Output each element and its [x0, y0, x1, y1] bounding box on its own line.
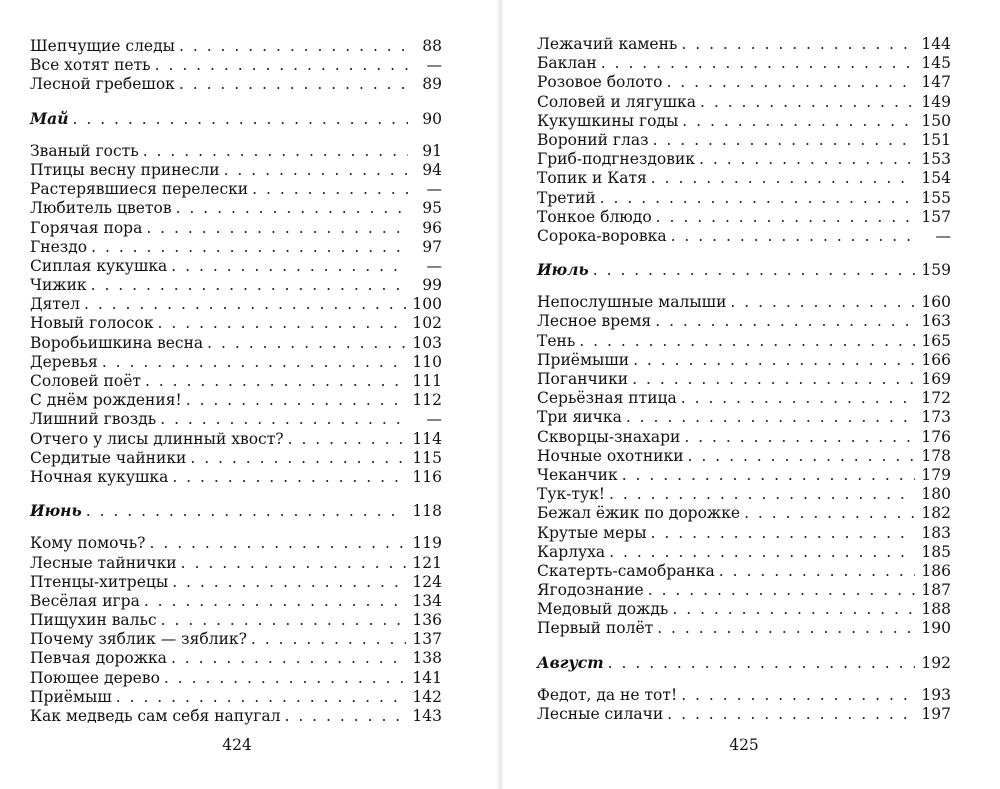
- toc-entry: [30, 592, 442, 611]
- entry-page-number: 169: [921, 370, 951, 388]
- dot-leader: [655, 312, 915, 331]
- dot-leader: [681, 686, 915, 705]
- toc-entry: [537, 408, 951, 427]
- entry-page-number: 138: [412, 649, 442, 668]
- entry-page-number: 155: [921, 188, 951, 207]
- dot-leader: [671, 227, 917, 246]
- section-spacer: [537, 672, 951, 686]
- toc-entry: [537, 686, 951, 705]
- entry-page-number: 153: [921, 150, 951, 169]
- dot-leader: [653, 131, 916, 150]
- entry-title: Птицы весну принесли: [30, 160, 220, 179]
- section-title: Август: [537, 652, 604, 672]
- section-title: Июнь: [30, 501, 82, 521]
- dot-leader: [682, 112, 915, 131]
- entry-page-number: 99: [422, 276, 442, 295]
- toc-entry: [537, 54, 951, 73]
- entry-title: Бежал ёжик по дорожке: [537, 504, 741, 523]
- entry-page-number: 157: [921, 207, 951, 226]
- dot-leader: [622, 466, 916, 485]
- entry-page-number: 185: [921, 542, 951, 561]
- toc-entry: [537, 485, 951, 504]
- toc-entry: [30, 161, 442, 180]
- dot-leader: [667, 705, 915, 724]
- entry-title: Отчего у лисы длинный хвост?: [30, 429, 284, 448]
- dot-leader: [172, 573, 406, 592]
- dot-leader: [161, 611, 407, 630]
- entry-page-number: 188: [921, 600, 951, 619]
- toc-entry: [537, 169, 951, 188]
- entry-title: Тень: [537, 331, 576, 350]
- entry-title: Лесное время: [537, 312, 652, 331]
- entry-page-number: 137: [412, 630, 442, 649]
- dot-leader: [207, 334, 406, 353]
- dot-leader: [719, 562, 916, 581]
- entry-title: Кукушкины годы: [537, 111, 679, 130]
- toc-entry: [30, 353, 442, 372]
- dot-leader: [657, 619, 915, 638]
- entry-page-number: 90: [422, 109, 442, 128]
- entry-page-number: 183: [921, 523, 951, 542]
- toc-entry: [537, 73, 951, 92]
- entry-title: Поющее дерево: [30, 668, 160, 687]
- toc-entry: [537, 189, 951, 208]
- entry-title: Дятел: [30, 295, 80, 314]
- entry-title: Соловей и лягушка: [537, 92, 696, 111]
- section-spacer: [537, 639, 951, 653]
- toc-entry: [30, 468, 442, 487]
- dot-leader: [84, 295, 406, 314]
- dot-leader: [160, 410, 408, 429]
- entry-title: Соловей поёт: [30, 372, 141, 390]
- toc-entry: [537, 562, 951, 581]
- dot-leader: [102, 353, 407, 372]
- toc-entry: [30, 75, 442, 94]
- dot-leader: [144, 592, 407, 611]
- toc-entry: [537, 332, 951, 351]
- entry-title: Ягодознание: [537, 581, 644, 600]
- entry-page-number: —: [426, 256, 442, 275]
- toc-entry: [537, 705, 951, 724]
- toc-entry: [537, 619, 951, 638]
- entry-title: Три яичка: [537, 408, 622, 427]
- dot-leader: [684, 428, 915, 447]
- section-spacer: [537, 246, 951, 260]
- entry-page-number: 173: [921, 408, 951, 427]
- entry-title: Лесной гребешок: [30, 75, 175, 94]
- toc-entry: [537, 112, 951, 131]
- dot-leader: [72, 110, 408, 129]
- entry-title: Поганчики: [537, 370, 629, 388]
- section-title: Июль: [537, 260, 589, 280]
- dot-leader: [609, 485, 915, 504]
- entry-title: Птенцы-хитрецы: [30, 572, 169, 591]
- entry-title: Скатерть-самобранка: [537, 561, 715, 580]
- dot-leader: [116, 688, 407, 707]
- entry-page-number: 145: [921, 54, 951, 73]
- toc-entry: [30, 372, 442, 391]
- entry-title: Лежачий камень: [537, 35, 678, 53]
- page-number: 425: [729, 736, 759, 754]
- dot-leader: [179, 37, 408, 56]
- entry-title: Званый гость: [30, 141, 139, 160]
- dot-leader: [172, 468, 406, 487]
- entry-page-number: 186: [921, 561, 951, 580]
- entry-page-number: 190: [921, 619, 951, 638]
- toc-entry: [30, 56, 442, 75]
- entry-page-number: 165: [921, 331, 951, 350]
- entry-title: С днём рождения!: [30, 391, 182, 410]
- toc-entry: [537, 131, 951, 150]
- dot-leader: [164, 669, 407, 688]
- dot-leader: [149, 534, 406, 553]
- page-number: 424: [222, 736, 252, 754]
- entry-title: Шепчущие следы: [30, 37, 175, 55]
- dot-leader: [700, 93, 915, 112]
- entry-page-number: 150: [921, 111, 951, 130]
- entry-title: Гнездо: [30, 237, 88, 256]
- dot-leader: [171, 257, 408, 276]
- toc-entry: [30, 649, 442, 668]
- entry-page-number: 136: [412, 611, 442, 630]
- dot-leader: [181, 554, 407, 573]
- toc-entry: [537, 293, 951, 312]
- entry-page-number: 96: [422, 218, 442, 237]
- right-page: [502, 0, 1000, 789]
- entry-page-number: 149: [921, 92, 951, 111]
- toc-entry: [537, 389, 951, 408]
- entry-page-number: 143: [412, 707, 442, 725]
- dot-leader: [656, 208, 916, 227]
- dot-leader: [91, 238, 408, 257]
- dot-leader: [252, 180, 408, 199]
- entry-page-number: 124: [412, 572, 442, 591]
- entry-title: Непослушные малыши: [537, 293, 727, 312]
- entry-page-number: 144: [921, 35, 951, 53]
- entry-page-number: 97: [422, 237, 442, 256]
- dot-leader: [609, 543, 915, 562]
- entry-page-number: 118: [412, 502, 442, 521]
- toc-entry: [30, 180, 442, 199]
- entry-title: Первый полёт: [537, 619, 654, 638]
- dot-leader: [633, 351, 915, 370]
- dot-leader: [632, 370, 915, 389]
- entry-page-number: 89: [422, 75, 442, 94]
- toc-column-right: [537, 35, 951, 724]
- dot-leader: [648, 581, 916, 600]
- dot-leader: [651, 524, 916, 543]
- entry-title: Розовое болото: [537, 73, 663, 92]
- entry-page-number: 103: [412, 333, 442, 352]
- entry-title: Певчая дорожка: [30, 649, 167, 668]
- entry-title: Лишний гвоздь: [30, 410, 157, 429]
- toc-entry: [30, 142, 442, 161]
- entry-title: Лесные силачи: [537, 705, 664, 723]
- entry-page-number: 110: [412, 352, 442, 371]
- entry-page-number: 134: [412, 591, 442, 610]
- entry-title: Сиплая кукушка: [30, 256, 168, 275]
- entry-page-number: 111: [412, 372, 442, 390]
- dot-leader: [146, 219, 408, 238]
- toc-entry: [30, 391, 442, 410]
- toc-entry: [30, 199, 442, 218]
- entry-page-number: 172: [921, 389, 951, 408]
- toc-entry: [30, 430, 442, 449]
- toc-entry: [30, 630, 442, 649]
- entry-title: Вороний глаз: [537, 130, 649, 149]
- entry-title: Крутые меры: [537, 523, 647, 542]
- entry-title: Как медведь сам себя напугал: [30, 707, 281, 725]
- toc-entry: [30, 257, 442, 276]
- dot-leader: [284, 707, 406, 726]
- dot-leader: [176, 199, 408, 218]
- dot-leader: [91, 276, 408, 295]
- section-spacer: [30, 95, 442, 109]
- entry-page-number: 102: [412, 314, 442, 333]
- dot-leader: [579, 332, 915, 351]
- dot-leader: [744, 504, 915, 523]
- entry-page-number: 193: [921, 685, 951, 704]
- toc-entry: [537, 227, 951, 246]
- entry-title: Растерявшиеся перелески: [30, 180, 249, 199]
- entry-title: Воробьишкина весна: [30, 333, 204, 352]
- dot-leader: [593, 261, 916, 280]
- section-spacer: [30, 128, 442, 142]
- toc-entry: [30, 219, 442, 238]
- dot-leader: [608, 654, 916, 673]
- dot-leader: [672, 600, 915, 619]
- toc-entry: [537, 150, 951, 169]
- dot-leader: [681, 389, 916, 408]
- entry-title: Новый голосок: [30, 314, 154, 333]
- entry-title: Федот, да не тот!: [537, 685, 678, 704]
- toc-entry: [30, 238, 442, 257]
- entry-page-number: 180: [921, 485, 951, 504]
- dot-leader: [681, 35, 915, 54]
- dot-leader: [145, 372, 406, 391]
- dot-leader: [288, 430, 407, 449]
- toc-entry: [537, 428, 951, 447]
- entry-title: Скворцы-знахари: [537, 427, 681, 446]
- entry-page-number: 197: [921, 705, 951, 723]
- entry-title: Тук-тук!: [537, 485, 605, 504]
- dot-leader: [651, 169, 916, 188]
- dot-leader: [626, 408, 916, 427]
- entry-page-number: 115: [412, 448, 442, 467]
- dot-leader: [601, 54, 916, 73]
- entry-page-number: 192: [921, 653, 951, 672]
- entry-page-number: 187: [921, 581, 951, 600]
- entry-page-number: 88: [422, 37, 442, 55]
- entry-page-number: 178: [921, 446, 951, 465]
- entry-title: Сорока-воровка: [537, 226, 667, 245]
- entry-title: Любитель цветов: [30, 199, 172, 218]
- entry-page-number: 151: [921, 130, 951, 149]
- toc-column-left: [30, 37, 442, 726]
- entry-page-number: 114: [412, 429, 442, 448]
- toc-entry: [30, 314, 442, 333]
- entry-page-number: —: [426, 180, 442, 199]
- toc-entry: [537, 208, 951, 227]
- entry-title: Горячая пора: [30, 218, 143, 237]
- entry-title: Серьёзная птица: [537, 389, 677, 408]
- toc-entry: [30, 554, 442, 573]
- toc-section-heading: [30, 501, 442, 520]
- entry-page-number: —: [426, 56, 442, 75]
- entry-page-number: 95: [422, 199, 442, 218]
- entry-title: Все хотят петь: [30, 56, 151, 75]
- toc-entry: [537, 600, 951, 619]
- toc-section-heading: [30, 109, 442, 128]
- toc-entry: [30, 334, 442, 353]
- toc-entry: [30, 276, 442, 295]
- toc-entry: [537, 370, 951, 389]
- entry-page-number: 112: [412, 391, 442, 410]
- entry-title: Лесные тайнички: [30, 553, 177, 572]
- entry-title: Чижик: [30, 276, 87, 295]
- entry-page-number: 119: [412, 534, 442, 553]
- dot-leader: [186, 391, 407, 410]
- toc-entry: [537, 466, 951, 485]
- dot-leader: [143, 142, 408, 161]
- toc-entry: [537, 351, 951, 370]
- dot-leader: [730, 293, 915, 312]
- entry-page-number: —: [426, 410, 442, 429]
- toc-entry: [537, 543, 951, 562]
- dot-leader: [224, 161, 408, 180]
- entry-page-number: 182: [921, 504, 951, 523]
- section-spacer: [30, 487, 442, 501]
- entry-page-number: 147: [921, 73, 951, 92]
- entry-page-number: 160: [921, 293, 951, 312]
- dot-leader: [688, 447, 916, 466]
- entry-page-number: 179: [921, 465, 951, 484]
- entry-title: Приёмыши: [537, 350, 630, 369]
- entry-page-number: —: [935, 226, 951, 245]
- entry-page-number: 100: [412, 295, 442, 314]
- entry-page-number: 94: [422, 160, 442, 179]
- dot-leader: [699, 150, 915, 169]
- toc-entry: [537, 581, 951, 600]
- entry-page-number: 154: [921, 169, 951, 188]
- section-spacer: [30, 520, 442, 534]
- entry-title: Деревья: [30, 352, 98, 371]
- dot-leader: [666, 73, 915, 92]
- toc-entry: [537, 93, 951, 112]
- toc-entry: [30, 410, 442, 429]
- entry-page-number: 121: [412, 553, 442, 572]
- entry-title: Кому помочь?: [30, 534, 146, 553]
- dot-leader: [158, 314, 407, 333]
- left-page: [0, 0, 498, 789]
- section-spacer: [537, 279, 951, 293]
- dot-leader: [171, 649, 406, 668]
- toc-entry: [30, 534, 442, 553]
- dot-leader: [251, 630, 407, 649]
- toc-entry: [30, 573, 442, 592]
- toc-entry: [537, 524, 951, 543]
- entry-page-number: 142: [412, 687, 442, 706]
- entry-title: Третий: [537, 188, 596, 207]
- toc-entry: [537, 504, 951, 523]
- entry-title: Тонкое блюдо: [537, 207, 652, 226]
- entry-page-number: 163: [921, 312, 951, 331]
- entry-title: Пищухин вальс: [30, 611, 157, 630]
- entry-title: Чеканчик: [537, 465, 618, 484]
- toc-entry: [537, 312, 951, 331]
- entry-page-number: 176: [921, 427, 951, 446]
- section-title: Май: [30, 108, 69, 128]
- toc-entry: [30, 449, 442, 468]
- toc-entry: [30, 611, 442, 630]
- dot-leader: [155, 56, 408, 75]
- dot-leader: [179, 75, 408, 94]
- entry-page-number: 166: [921, 350, 951, 369]
- entry-title: Ночная кукушка: [30, 467, 169, 486]
- entry-title: Почему зяблик — зяблик?: [30, 630, 247, 649]
- toc-entry: [30, 37, 442, 56]
- entry-page-number: 159: [921, 261, 951, 280]
- dot-leader: [86, 502, 407, 521]
- entry-title: Приёмыш: [30, 687, 112, 706]
- toc-entry: [30, 707, 442, 726]
- toc-section-heading: [537, 653, 951, 672]
- entry-title: Гриб-подгнездовик: [537, 150, 695, 169]
- entry-page-number: 91: [422, 141, 442, 160]
- entry-title: Сердитые чайники: [30, 448, 187, 467]
- dot-leader: [600, 189, 916, 208]
- entry-title: Баклан: [537, 54, 597, 73]
- entry-title: Топик и Катя: [537, 169, 647, 188]
- dot-leader: [190, 449, 406, 468]
- toc-entry: [537, 35, 951, 54]
- toc-entry: [30, 295, 442, 314]
- entry-title: Ночные охотники: [537, 446, 684, 465]
- entry-title: Весёлая игра: [30, 591, 140, 610]
- entry-page-number: 141: [412, 668, 442, 687]
- entry-title: Карлуха: [537, 542, 606, 561]
- toc-entry: [30, 669, 442, 688]
- entry-page-number: 116: [412, 467, 442, 486]
- toc-entry: [537, 447, 951, 466]
- toc-entry: [30, 688, 442, 707]
- toc-section-heading: [537, 260, 951, 279]
- entry-title: Медовый дождь: [537, 600, 669, 619]
